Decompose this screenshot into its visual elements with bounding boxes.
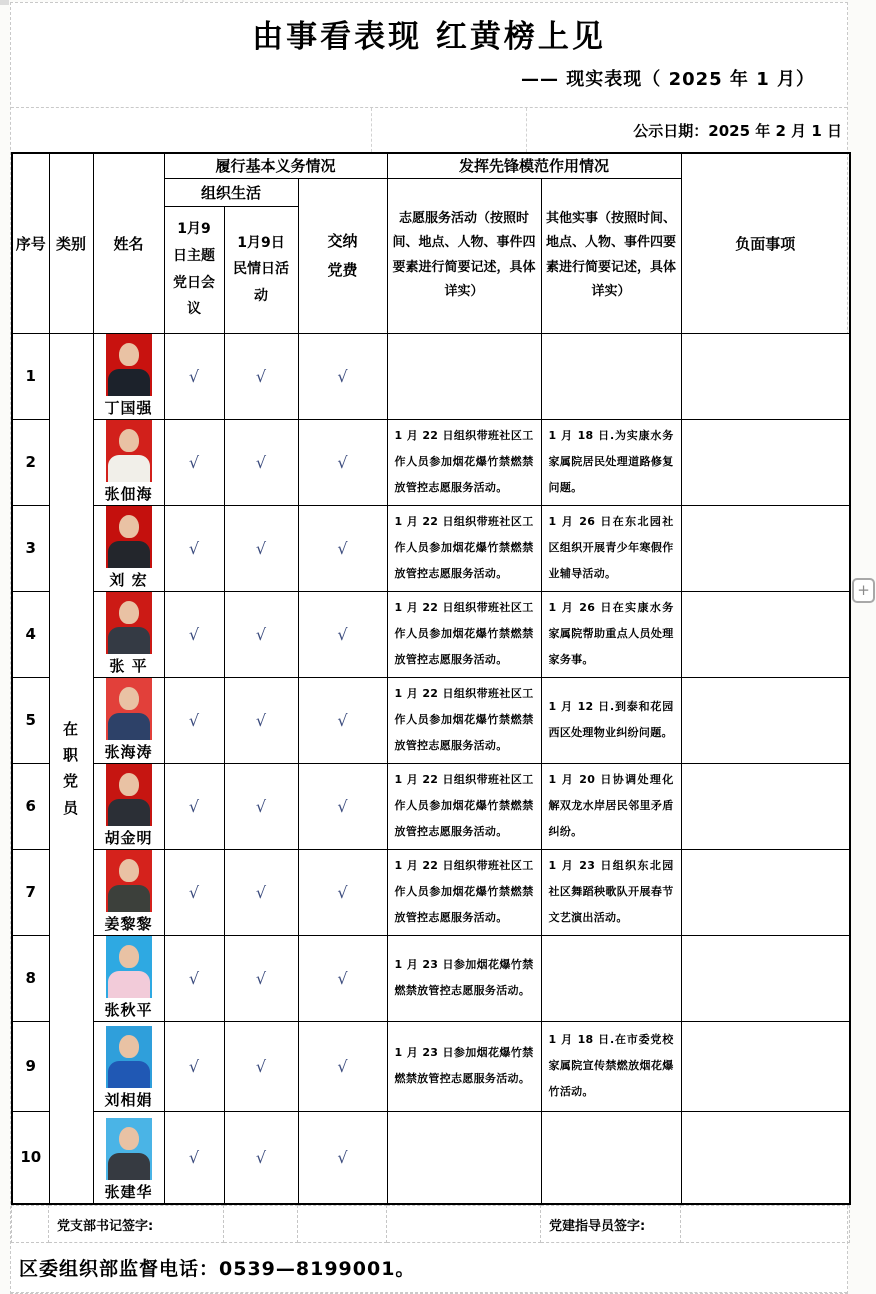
photo-torso bbox=[108, 627, 150, 654]
table-row bbox=[12, 935, 850, 1021]
supervise-phone: 区委组织部监督电话：0539—8199001。 bbox=[19, 1258, 416, 1280]
other-deeds: 1 月 18 日.在市委党校家属院宣传禁燃放烟花爆竹活动。 bbox=[541, 1021, 681, 1111]
member-cell bbox=[93, 935, 164, 1021]
photo-head bbox=[119, 515, 139, 538]
page-break-tick bbox=[0, 0, 9, 5]
check-party-fee: √ bbox=[298, 419, 387, 505]
photo-torso bbox=[108, 1061, 150, 1088]
table-row bbox=[12, 849, 850, 935]
member-cell bbox=[93, 333, 164, 419]
other-deeds: 1 月 18 日.为实康水务家属院居民处理道路修复问题。 bbox=[541, 419, 681, 505]
photo-torso bbox=[108, 885, 150, 912]
check-minqing-day: √ bbox=[224, 505, 298, 591]
member-name: 张 平 bbox=[109, 656, 148, 675]
negative-items bbox=[681, 591, 850, 677]
volunteer-activity bbox=[387, 1111, 541, 1204]
photo-head bbox=[119, 1127, 139, 1150]
row-number: 1 bbox=[12, 333, 49, 419]
row-number: 2 bbox=[12, 419, 49, 505]
member-cell bbox=[93, 1021, 164, 1111]
member-photo bbox=[106, 1118, 152, 1180]
photo-head bbox=[119, 945, 139, 968]
table-row bbox=[12, 419, 850, 505]
member-name: 丁国强 bbox=[104, 398, 153, 417]
member-name: 张海涛 bbox=[104, 742, 153, 761]
negative-items bbox=[681, 677, 850, 763]
grid-line bbox=[371, 108, 372, 152]
check-minqing-day: √ bbox=[224, 333, 298, 419]
row-number: 3 bbox=[12, 505, 49, 591]
member-cell bbox=[93, 763, 164, 849]
check-party-fee: √ bbox=[298, 849, 387, 935]
check-theme-party-day: √ bbox=[164, 935, 224, 1021]
photo-head bbox=[119, 773, 139, 796]
header-negative: 负面事项 bbox=[681, 153, 850, 333]
title-block bbox=[11, 3, 847, 107]
row-number: 8 bbox=[12, 935, 49, 1021]
negative-items bbox=[681, 1021, 850, 1111]
negative-items bbox=[681, 849, 850, 935]
publish-date: 公示日期：2025 年 2 月 1 日 bbox=[633, 122, 842, 140]
header-basic-duties-group: 履行基本义务情况 bbox=[164, 153, 387, 178]
check-minqing-day: √ bbox=[224, 677, 298, 763]
member-name: 张建华 bbox=[104, 1183, 153, 1201]
other-deeds: 1 月 26 日在实康水务家属院帮助重点人员处理家务事。 bbox=[541, 591, 681, 677]
check-minqing-day: √ bbox=[224, 849, 298, 935]
empty-cell bbox=[387, 1206, 541, 1243]
member-photo bbox=[106, 334, 152, 396]
check-theme-party-day: √ bbox=[164, 1111, 224, 1204]
supervise-phone-row bbox=[11, 1243, 847, 1293]
member-photo bbox=[106, 850, 152, 912]
check-minqing-day: √ bbox=[224, 591, 298, 677]
check-party-fee: √ bbox=[298, 333, 387, 419]
member-cell bbox=[93, 419, 164, 505]
page-title: 由事看表现 红黄榜上见 bbox=[252, 19, 606, 55]
member-photo bbox=[106, 936, 152, 998]
photo-head bbox=[119, 601, 139, 624]
empty-cell bbox=[12, 1206, 49, 1243]
member-photo bbox=[106, 592, 152, 654]
check-theme-party-day: √ bbox=[164, 505, 224, 591]
check-theme-party-day: √ bbox=[164, 591, 224, 677]
negative-items bbox=[681, 763, 850, 849]
signature-row bbox=[11, 1205, 850, 1243]
volunteer-activity: 1 月 23 日参加烟花爆竹禁燃禁放管控志愿服务活动。 bbox=[387, 935, 541, 1021]
header-volunteer: 志愿服务活动（按照时间、地点、人物、事件四要素进行简要记述，具体详实） bbox=[387, 178, 541, 333]
member-name: 胡金明 bbox=[104, 828, 153, 847]
header-theme-party-day: 1月9日主题党日会议 bbox=[164, 206, 224, 333]
member-photo bbox=[106, 506, 152, 568]
header-serial: 序号 bbox=[12, 153, 49, 333]
header-other-deeds: 其他实事（按照时间、地点、人物、事件四要素进行简要记述，具体详实） bbox=[541, 178, 681, 333]
check-party-fee: √ bbox=[298, 1111, 387, 1204]
photo-head bbox=[119, 1035, 139, 1058]
check-party-fee: √ bbox=[298, 505, 387, 591]
volunteer-activity: 1 月 22 日组织带班社区工作人员参加烟花爆竹禁燃禁放管控志愿服务活动。 bbox=[387, 505, 541, 591]
table-row bbox=[12, 763, 850, 849]
member-name: 张佃海 bbox=[104, 484, 153, 503]
check-theme-party-day: √ bbox=[164, 677, 224, 763]
photo-torso bbox=[108, 971, 150, 998]
check-minqing-day: √ bbox=[224, 1111, 298, 1204]
negative-items bbox=[681, 333, 850, 419]
header-minqing-day: 1月9日民情日活动 bbox=[224, 206, 298, 333]
negative-items bbox=[681, 419, 850, 505]
other-deeds bbox=[541, 935, 681, 1021]
photo-head bbox=[119, 343, 139, 366]
page-subtitle: —— 现实表现（ 2025 年 1 月） bbox=[521, 69, 815, 90]
photo-torso bbox=[108, 713, 150, 740]
member-photo bbox=[106, 678, 152, 740]
member-name: 刘 宏 bbox=[109, 570, 148, 589]
check-theme-party-day: √ bbox=[164, 1021, 224, 1111]
row-number: 4 bbox=[12, 591, 49, 677]
row-number: 9 bbox=[12, 1021, 49, 1111]
table-row bbox=[12, 333, 850, 419]
table-row bbox=[12, 1111, 850, 1204]
header-party-fee: 交纳党费 bbox=[298, 178, 387, 333]
member-name: 姜黎黎 bbox=[104, 914, 153, 933]
other-deeds: 1 月 26 日在东北园社区组织开展青少年寒假作业辅导活动。 bbox=[541, 505, 681, 591]
publish-date-row bbox=[11, 107, 847, 152]
header-row bbox=[12, 153, 850, 178]
volunteer-activity: 1 月 23 日参加烟花爆竹禁燃禁放管控志愿服务活动。 bbox=[387, 1021, 541, 1111]
empty-cell bbox=[298, 1206, 387, 1243]
member-name: 张秋平 bbox=[104, 1000, 153, 1019]
header-pioneer-group: 发挥先锋模范作用情况 bbox=[387, 153, 681, 178]
photo-torso bbox=[108, 455, 150, 482]
check-minqing-day: √ bbox=[224, 1021, 298, 1111]
member-cell bbox=[93, 1111, 164, 1204]
check-theme-party-day: √ bbox=[164, 419, 224, 505]
document-sheet bbox=[10, 2, 848, 1294]
table-row bbox=[12, 591, 850, 677]
table-row bbox=[12, 677, 850, 763]
header-org-life-group: 组织生活 bbox=[164, 178, 298, 206]
party-building-instructor-signature: 党建指导员签字: bbox=[541, 1206, 681, 1243]
volunteer-activity: 1 月 22 日组织带班社区工作人员参加烟花爆竹禁燃禁放管控志愿服务活动。 bbox=[387, 677, 541, 763]
add-button[interactable]: + bbox=[852, 578, 875, 603]
photo-head bbox=[119, 859, 139, 882]
member-cell bbox=[93, 591, 164, 677]
row-number: 10 bbox=[12, 1111, 49, 1204]
other-deeds: 1 月 23 日组织东北园社区舞蹈秧歌队开展春节文艺演出活动。 bbox=[541, 849, 681, 935]
table-row bbox=[12, 1021, 850, 1111]
other-deeds bbox=[541, 333, 681, 419]
row-number: 5 bbox=[12, 677, 49, 763]
row-number: 6 bbox=[12, 763, 49, 849]
negative-items bbox=[681, 1111, 850, 1204]
other-deeds bbox=[541, 1111, 681, 1204]
member-photo bbox=[106, 1026, 152, 1088]
photo-torso bbox=[108, 369, 150, 396]
check-theme-party-day: √ bbox=[164, 849, 224, 935]
member-cell bbox=[93, 849, 164, 935]
member-cell bbox=[93, 677, 164, 763]
check-party-fee: √ bbox=[298, 763, 387, 849]
check-minqing-day: √ bbox=[224, 763, 298, 849]
check-theme-party-day: √ bbox=[164, 763, 224, 849]
other-deeds: 1 月 12 日.到泰和花园西区处理物业纠纷问题。 bbox=[541, 677, 681, 763]
member-name: 刘相娟 bbox=[104, 1090, 153, 1109]
check-party-fee: √ bbox=[298, 1021, 387, 1111]
member-cell bbox=[93, 505, 164, 591]
member-photo bbox=[106, 764, 152, 826]
volunteer-activity: 1 月 22 日组织带班社区工作人员参加烟花爆竹禁燃禁放管控志愿服务活动。 bbox=[387, 591, 541, 677]
check-theme-party-day: √ bbox=[164, 333, 224, 419]
row-number: 7 bbox=[12, 849, 49, 935]
empty-cell bbox=[681, 1206, 850, 1243]
negative-items bbox=[681, 505, 850, 591]
check-party-fee: √ bbox=[298, 591, 387, 677]
check-party-fee: √ bbox=[298, 677, 387, 763]
header-category: 类别 bbox=[49, 153, 93, 333]
negative-items bbox=[681, 935, 850, 1021]
check-party-fee: √ bbox=[298, 935, 387, 1021]
check-minqing-day: √ bbox=[224, 419, 298, 505]
performance-table bbox=[11, 152, 851, 1205]
photo-torso bbox=[108, 541, 150, 568]
empty-cell bbox=[224, 1206, 298, 1243]
volunteer-activity: 1 月 22 日组织带班社区工作人员参加烟花爆竹禁燃禁放管控志愿服务活动。 bbox=[387, 419, 541, 505]
volunteer-activity bbox=[387, 333, 541, 419]
other-deeds: 1 月 20 日协调处理化解双龙水岸居民邻里矛盾纠纷。 bbox=[541, 763, 681, 849]
category-cell: 在职党员 bbox=[49, 333, 93, 1204]
branch-secretary-signature: 党支部书记签字: bbox=[49, 1206, 224, 1243]
check-minqing-day: √ bbox=[224, 935, 298, 1021]
photo-head bbox=[119, 687, 139, 710]
header-name: 姓名 bbox=[93, 153, 164, 333]
photo-head bbox=[119, 429, 139, 452]
volunteer-activity: 1 月 22 日组织带班社区工作人员参加烟花爆竹禁燃禁放管控志愿服务活动。 bbox=[387, 763, 541, 849]
volunteer-activity: 1 月 22 日组织带班社区工作人员参加烟花爆竹禁燃禁放管控志愿服务活动。 bbox=[387, 849, 541, 935]
member-photo bbox=[106, 420, 152, 482]
table-row bbox=[12, 505, 850, 591]
grid-line bbox=[526, 108, 527, 152]
photo-torso bbox=[108, 1153, 150, 1180]
photo-torso bbox=[108, 799, 150, 826]
